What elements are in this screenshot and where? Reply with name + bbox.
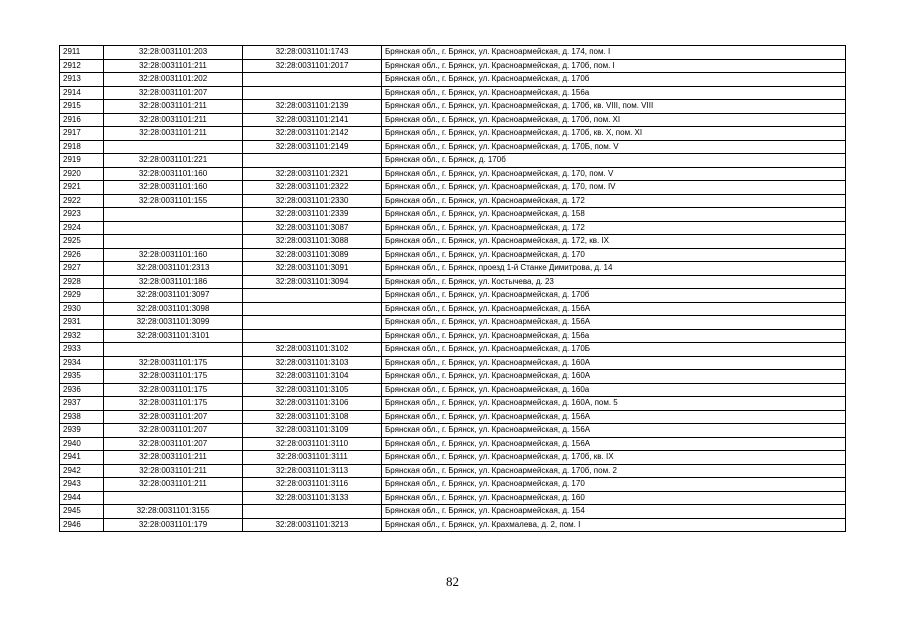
- table-row: [60, 140, 846, 154]
- row-number-cell: 2916: [60, 113, 104, 127]
- table-row: [60, 329, 846, 343]
- table-row: [60, 127, 846, 141]
- address-cell: Брянская обл., г. Брянск, д. 170б: [382, 154, 846, 168]
- row-number-cell: 2928: [60, 275, 104, 289]
- cadastral-number-parcel-cell: 32:28:0031101:175: [104, 397, 243, 411]
- address-cell: Брянская обл., г. Брянск, ул. Красноармейская, д. 156А: [382, 316, 846, 330]
- address-cell: Брянская обл., г. Брянск, ул. Красноармейская, д. 170б, пом. XI: [382, 113, 846, 127]
- table-row: [60, 262, 846, 276]
- cadastral-number-parcel-cell: 32:28:0031101:175: [104, 383, 243, 397]
- row-number-cell: 2938: [60, 410, 104, 424]
- row-number-cell: 2944: [60, 491, 104, 505]
- cadastral-number-object-cell: 32:28:0031101:3104: [243, 370, 382, 384]
- address-cell: Брянская обл., г. Брянск, ул. Красноармейская, д. 172, кв. IX: [382, 235, 846, 249]
- table-row: [60, 383, 846, 397]
- cadastral-number-object-cell: [243, 86, 382, 100]
- cadastral-number-object-cell: [243, 289, 382, 303]
- row-number-cell: 2921: [60, 181, 104, 195]
- address-cell: Брянская обл., г. Брянск, ул. Красноармейская, д. 156А: [382, 410, 846, 424]
- address-cell: Брянская обл., г. Брянск, ул. Красноармейская, д. 170б, пом. 2: [382, 464, 846, 478]
- cadastral-number-object-cell: 32:28:0031101:3089: [243, 248, 382, 262]
- row-number-cell: 2913: [60, 73, 104, 87]
- row-number-cell: 2912: [60, 59, 104, 73]
- table-row: [60, 302, 846, 316]
- row-number-cell: 2939: [60, 424, 104, 438]
- table-row: [60, 316, 846, 330]
- table-row: [60, 505, 846, 519]
- address-cell: Брянская обл., г. Брянск, ул. Красноармейская, д. 170Б, пом. V: [382, 140, 846, 154]
- table-row: [60, 208, 846, 222]
- table-row: [60, 113, 846, 127]
- cadastral-number-parcel-cell: [104, 208, 243, 222]
- cadastral-number-object-cell: 32:28:0031101:3102: [243, 343, 382, 357]
- row-number-cell: 2926: [60, 248, 104, 262]
- cadastral-number-parcel-cell: 32:28:0031101:3098: [104, 302, 243, 316]
- cadastral-number-object-cell: 32:28:0031101:2339: [243, 208, 382, 222]
- cadastral-number-object-cell: 32:28:0031101:3113: [243, 464, 382, 478]
- row-number-cell: 2931: [60, 316, 104, 330]
- address-cell: Брянская обл., г. Брянск, проезд 1-й Станке Димитрова, д. 14: [382, 262, 846, 276]
- cadastral-number-parcel-cell: [104, 235, 243, 249]
- cadastral-number-object-cell: 32:28:0031101:3091: [243, 262, 382, 276]
- address-cell: Брянская обл., г. Брянск, ул. Красноармейская, д. 156А: [382, 424, 846, 438]
- address-cell: Брянская обл., г. Брянск, ул. Красноармейская, д. 160а: [382, 383, 846, 397]
- address-cell: Брянская обл., г. Брянск, ул. Красноармейская, д. 170: [382, 248, 846, 262]
- address-cell: Брянская обл., г. Брянск, ул. Красноармейская, д. 174, пом. I: [382, 46, 846, 60]
- table-row: [60, 154, 846, 168]
- table-row: [60, 100, 846, 114]
- row-number-cell: 2915: [60, 100, 104, 114]
- cadastral-number-object-cell: 32:28:0031101:1743: [243, 46, 382, 60]
- address-cell: Брянская обл., г. Брянск, ул. Красноармейская, д. 170б: [382, 289, 846, 303]
- page-number: 82: [446, 574, 459, 589]
- table-row: [60, 73, 846, 87]
- cadastral-number-parcel-cell: 32:28:0031101:211: [104, 113, 243, 127]
- address-cell: Брянская обл., г. Брянск, ул. Красноармейская, д. 160А, пом. 5: [382, 397, 846, 411]
- row-number-cell: 2930: [60, 302, 104, 316]
- address-cell: Брянская обл., г. Брянск, ул. Красноармейская, д. 172: [382, 194, 846, 208]
- cadastral-number-parcel-cell: [104, 491, 243, 505]
- cadastral-number-object-cell: [243, 73, 382, 87]
- cadastral-number-object-cell: [243, 316, 382, 330]
- address-cell: Брянская обл., г. Брянск, ул. Красноармейская, д. 170, пом. V: [382, 167, 846, 181]
- cadastral-number-parcel-cell: 32:28:0031101:3155: [104, 505, 243, 519]
- cadastral-number-parcel-cell: 32:28:0031101:3099: [104, 316, 243, 330]
- table-row: [60, 491, 846, 505]
- address-cell: Брянская обл., г. Брянск, ул. Красноармейская, д. 160: [382, 491, 846, 505]
- cadastral-number-object-cell: 32:28:0031101:2322: [243, 181, 382, 195]
- cadastral-number-parcel-cell: 32:28:0031101:211: [104, 464, 243, 478]
- cadastral-number-parcel-cell: 32:28:0031101:221: [104, 154, 243, 168]
- row-number-cell: 2941: [60, 451, 104, 465]
- cadastral-number-object-cell: 32:28:0031101:3105: [243, 383, 382, 397]
- table-row: [60, 59, 846, 73]
- table-row: [60, 167, 846, 181]
- cadastral-number-parcel-cell: 32:28:0031101:203: [104, 46, 243, 60]
- cadastral-number-object-cell: 32:28:0031101:3108: [243, 410, 382, 424]
- table-row: [60, 343, 846, 357]
- cadastral-number-parcel-cell: 32:28:0031101:207: [104, 410, 243, 424]
- row-number-cell: 2922: [60, 194, 104, 208]
- table-row: [60, 424, 846, 438]
- address-cell: Брянская обл., г. Брянск, ул. Красноармейская, д. 170б, кв. X, пом. XI: [382, 127, 846, 141]
- address-cell: Брянская обл., г. Брянск, ул. Красноармейская, д. 170б, пом. I: [382, 59, 846, 73]
- cadastral-number-parcel-cell: 32:28:0031101:3097: [104, 289, 243, 303]
- cadastral-number-object-cell: [243, 329, 382, 343]
- cadastral-number-parcel-cell: 32:28:0031101:160: [104, 167, 243, 181]
- cadastral-number-parcel-cell: 32:28:0031101:207: [104, 424, 243, 438]
- address-cell: Брянская обл., г. Брянск, ул. Красноармейская, д. 170, пом. IV: [382, 181, 846, 195]
- address-cell: Брянская обл., г. Брянск, ул. Красноармейская, д. 156А: [382, 302, 846, 316]
- table-row: [60, 46, 846, 60]
- cadastral-number-parcel-cell: [104, 343, 243, 357]
- address-cell: Брянская обл., г. Брянск, ул. Красноармейская, д. 156А: [382, 437, 846, 451]
- row-number-cell: 2937: [60, 397, 104, 411]
- address-cell: Брянская обл., г. Брянск, ул. Красноармейская, д. 170б: [382, 73, 846, 87]
- cadastral-number-object-cell: 32:28:0031101:3106: [243, 397, 382, 411]
- row-number-cell: 2918: [60, 140, 104, 154]
- cadastral-number-parcel-cell: [104, 140, 243, 154]
- cadastral-number-object-cell: 32:28:0031101:3116: [243, 478, 382, 492]
- cadastral-number-parcel-cell: 32:28:0031101:211: [104, 127, 243, 141]
- row-number-cell: 2914: [60, 86, 104, 100]
- row-number-cell: 2945: [60, 505, 104, 519]
- cadastral-number-object-cell: 32:28:0031101:3110: [243, 437, 382, 451]
- cadastral-number-object-cell: 32:28:0031101:2142: [243, 127, 382, 141]
- cadastral-number-object-cell: 32:28:0031101:3213: [243, 518, 382, 532]
- register-table-body: [60, 46, 846, 532]
- table-row: [60, 397, 846, 411]
- address-cell: Брянская обл., г. Брянск, ул. Красноармейская, д. 158: [382, 208, 846, 222]
- cadastral-number-parcel-cell: 32:28:0031101:179: [104, 518, 243, 532]
- address-cell: Брянская обл., г. Брянск, ул. Красноармейская, д. 172: [382, 221, 846, 235]
- cadastral-number-object-cell: [243, 154, 382, 168]
- row-number-cell: 2942: [60, 464, 104, 478]
- table-row: [60, 289, 846, 303]
- cadastral-number-object-cell: [243, 505, 382, 519]
- cadastral-number-parcel-cell: 32:28:0031101:155: [104, 194, 243, 208]
- cadastral-number-parcel-cell: 32:28:0031101:160: [104, 181, 243, 195]
- cadastral-number-parcel-cell: 32:28:0031101:211: [104, 100, 243, 114]
- table-row: [60, 356, 846, 370]
- row-number-cell: 2940: [60, 437, 104, 451]
- address-cell: Брянская обл., г. Брянск, ул. Красноармейская, д. 170б, кв. VIII, пом. VIII: [382, 100, 846, 114]
- address-cell: Брянская обл., г. Брянск, ул. Красноармейская, д. 160А: [382, 356, 846, 370]
- cadastral-number-parcel-cell: 32:28:0031101:211: [104, 59, 243, 73]
- cadastral-number-object-cell: 32:28:0031101:3133: [243, 491, 382, 505]
- table-row: [60, 410, 846, 424]
- row-number-cell: 2911: [60, 46, 104, 60]
- address-cell: Брянская обл., г. Брянск, ул. Костычева, д. 23: [382, 275, 846, 289]
- table-row: [60, 194, 846, 208]
- cadastral-number-object-cell: 32:28:0031101:2017: [243, 59, 382, 73]
- table-row: [60, 437, 846, 451]
- cadastral-number-parcel-cell: 32:28:0031101:175: [104, 356, 243, 370]
- address-cell: Брянская обл., г. Брянск, ул. Крахмалева, д. 2, пом. I: [382, 518, 846, 532]
- cadastral-number-parcel-cell: 32:28:0031101:2313: [104, 262, 243, 276]
- address-cell: Брянская обл., г. Брянск, ул. Красноармейская, д. 156а: [382, 86, 846, 100]
- cadastral-number-object-cell: 32:28:0031101:2149: [243, 140, 382, 154]
- table-row: [60, 464, 846, 478]
- table-row: [60, 370, 846, 384]
- cadastral-number-object-cell: 32:28:0031101:3088: [243, 235, 382, 249]
- cadastral-number-object-cell: 32:28:0031101:2141: [243, 113, 382, 127]
- row-number-cell: 2943: [60, 478, 104, 492]
- cadastral-number-parcel-cell: 32:28:0031101:211: [104, 451, 243, 465]
- table-row: [60, 451, 846, 465]
- row-number-cell: 2929: [60, 289, 104, 303]
- cadastral-number-object-cell: 32:28:0031101:2330: [243, 194, 382, 208]
- table-row: [60, 86, 846, 100]
- address-cell: Брянская обл., г. Брянск, ул. Красноармейская, д. 170б, кв. IX: [382, 451, 846, 465]
- cadastral-number-parcel-cell: 32:28:0031101:186: [104, 275, 243, 289]
- row-number-cell: 2920: [60, 167, 104, 181]
- cadastral-number-parcel-cell: 32:28:0031101:202: [104, 73, 243, 87]
- row-number-cell: 2925: [60, 235, 104, 249]
- address-cell: Брянская обл., г. Брянск, ул. Красноармейская, д. 154: [382, 505, 846, 519]
- cadastral-number-parcel-cell: 32:28:0031101:211: [104, 478, 243, 492]
- table-row: [60, 235, 846, 249]
- address-cell: Брянская обл., г. Брянск, ул. Красноармейская, д. 170: [382, 478, 846, 492]
- row-number-cell: 2932: [60, 329, 104, 343]
- row-number-cell: 2927: [60, 262, 104, 276]
- table-row: [60, 221, 846, 235]
- row-number-cell: 2917: [60, 127, 104, 141]
- table-row: [60, 181, 846, 195]
- cadastral-number-parcel-cell: 32:28:0031101:207: [104, 86, 243, 100]
- cadastral-number-object-cell: [243, 302, 382, 316]
- row-number-cell: 2923: [60, 208, 104, 222]
- table-row: [60, 478, 846, 492]
- address-cell: Брянская обл., г. Брянск, ул. Красноармейская, д. 170Б: [382, 343, 846, 357]
- address-cell: Брянская обл., г. Брянск, ул. Красноармейская, д. 160А: [382, 370, 846, 384]
- table-row: [60, 275, 846, 289]
- cadastral-number-object-cell: 32:28:0031101:3087: [243, 221, 382, 235]
- table-row: [60, 518, 846, 532]
- cadastral-number-parcel-cell: 32:28:0031101:3101: [104, 329, 243, 343]
- cadastral-number-object-cell: 32:28:0031101:3109: [243, 424, 382, 438]
- cadastral-number-parcel-cell: 32:28:0031101:207: [104, 437, 243, 451]
- row-number-cell: 2946: [60, 518, 104, 532]
- cadastral-number-object-cell: 32:28:0031101:3103: [243, 356, 382, 370]
- table-row: [60, 248, 846, 262]
- row-number-cell: 2936: [60, 383, 104, 397]
- cadastral-number-object-cell: 32:28:0031101:3111: [243, 451, 382, 465]
- row-number-cell: 2919: [60, 154, 104, 168]
- cadastral-number-parcel-cell: [104, 221, 243, 235]
- row-number-cell: 2934: [60, 356, 104, 370]
- row-number-cell: 2935: [60, 370, 104, 384]
- row-number-cell: 2924: [60, 221, 104, 235]
- register-table: [59, 45, 846, 532]
- address-cell: Брянская обл., г. Брянск, ул. Красноармейская, д. 156а: [382, 329, 846, 343]
- cadastral-number-object-cell: 32:28:0031101:2139: [243, 100, 382, 114]
- cadastral-number-parcel-cell: 32:28:0031101:160: [104, 248, 243, 262]
- row-number-cell: 2933: [60, 343, 104, 357]
- cadastral-number-parcel-cell: 32:28:0031101:175: [104, 370, 243, 384]
- cadastral-number-object-cell: 32:28:0031101:3094: [243, 275, 382, 289]
- cadastral-number-object-cell: 32:28:0031101:2321: [243, 167, 382, 181]
